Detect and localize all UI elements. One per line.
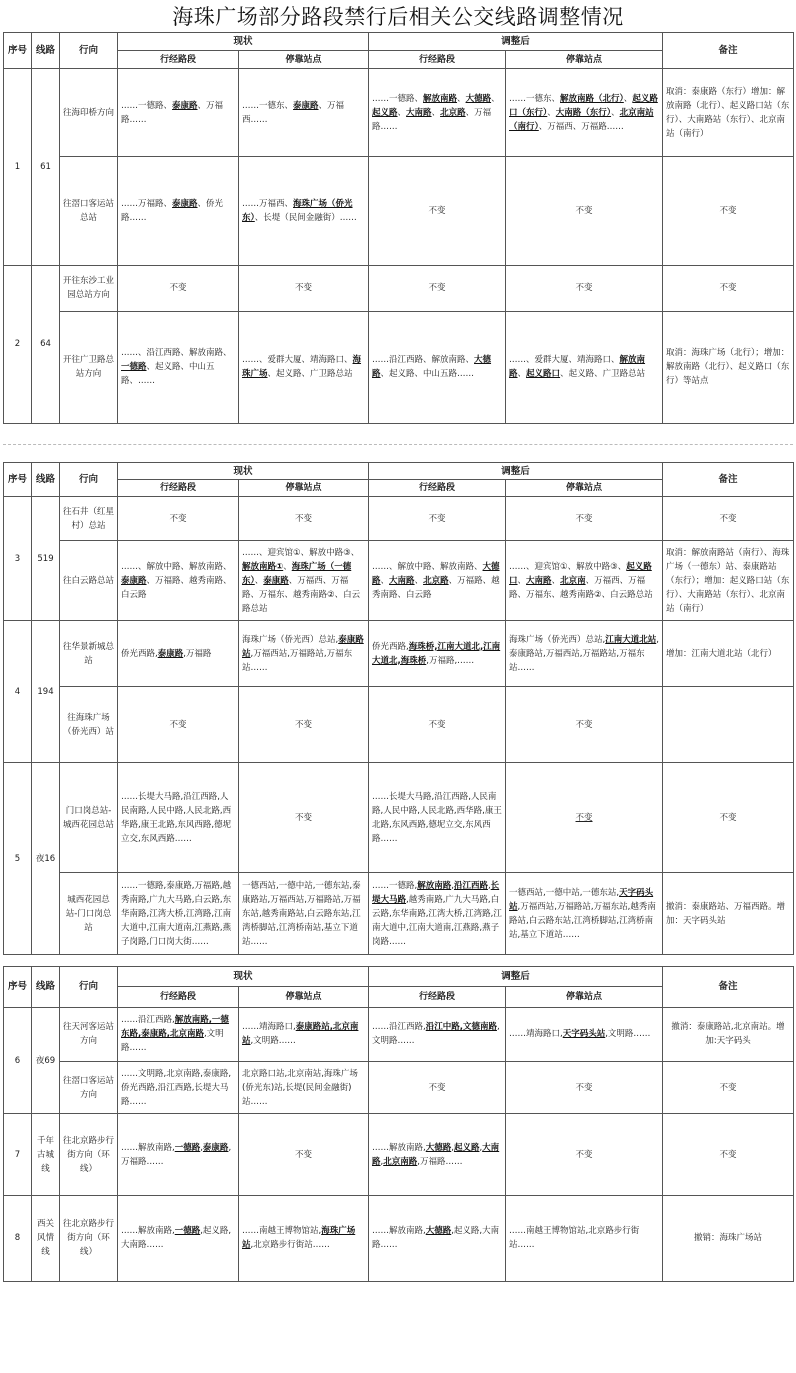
direction-cell: 门口岗总站-城西花园总站 (60, 763, 118, 873)
new-stops-cell (506, 873, 663, 955)
header-line: 线路 (32, 463, 60, 497)
header-current: 现状 (118, 33, 369, 51)
current-stops-cell: 不变 (239, 497, 369, 541)
text-segment: 海珠广场（侨光西）总站, (509, 634, 606, 645)
text-segment: 、万福西、万福路、万福东、越秀南路②、白云路总站 (509, 575, 653, 600)
text-segment: ……南越王博物馆站, (242, 1226, 322, 1237)
text-segment: ,文明路…… (372, 1022, 500, 1047)
text-segment: ……解放南路, (121, 1226, 175, 1237)
text-segment: 、 (623, 93, 633, 104)
changed-segment: 泰康路 (121, 575, 147, 586)
new-stops-cell: 不变 (506, 1114, 663, 1196)
text-segment: 、 (397, 107, 407, 118)
row-line: 519 (32, 497, 60, 621)
changed-segment: 解放南路 (423, 93, 458, 104)
new-route-cell: 不变 (369, 265, 506, 311)
current-stops-cell (239, 541, 369, 621)
direction-cell: 往北京路步行街方向（环线） (60, 1114, 118, 1196)
changed-segment: 沿江西路 (453, 880, 488, 891)
text-segment: ,起义路,大南路…… (121, 1226, 232, 1251)
text-segment: 、起义路、中山五路、…… (121, 362, 215, 387)
changed-segment: 泰康路 (263, 575, 289, 586)
new-stops-cell: 不变 (506, 763, 663, 873)
text-segment: 、 (414, 575, 424, 586)
current-route-cell: 不变 (118, 265, 239, 311)
changed-segment: 起义路口 (509, 561, 652, 586)
current-route-cell: ……一德路,泰康路,万福路,越秀南路,广九大马路,白云路,东华南路,江湾大桥,江湾路,江南大道中,江南大道南,江燕路,燕子岗路,门口岗大街…… (118, 873, 239, 955)
text-segment: 、起义路、广卫路总站 (560, 369, 646, 380)
row-line: 61 (32, 69, 60, 265)
text-segment: 、侨光路…… (121, 198, 224, 223)
text-segment: 、 (517, 369, 527, 380)
new-route-cell (369, 1195, 506, 1281)
remark-cell: 撤消：泰康路站、万福西路。增加：天字码头站 (663, 873, 794, 955)
header-stops: 停靠站点 (239, 51, 369, 69)
changed-segment: 解放南路 (417, 880, 452, 891)
remark-cell: 不变 (663, 1062, 794, 1114)
current-stops-cell: 一德西站,一德中站,一德东站,泰康路站,万福西站,万福路站,万福东站,越秀南路站,白云路东站,江湾桥脚站,江湾桥南站,基立下道站…… (239, 873, 369, 955)
changed-segment: 海珠广场（一德东） (242, 561, 352, 586)
new-route-cell (369, 1114, 506, 1196)
text-segment: 、起义路、中山五路…… (380, 369, 475, 380)
changed-segment: 起义路口（东行） (509, 93, 658, 118)
text-segment: 、万福路…… (121, 100, 224, 125)
current-stops-cell (239, 311, 369, 423)
changed-segment: 泰康路 (157, 648, 184, 659)
text-segment: , (451, 880, 454, 891)
changed-segment: 泰康路站 (242, 634, 364, 659)
changed-segment: 一德路 (121, 362, 147, 373)
current-stops-cell: 不变 (239, 763, 369, 873)
changed-segment: 天字码头站 (562, 1029, 606, 1040)
text-segment: ……一德路, (372, 880, 418, 891)
text-segment: 侨光西路, (372, 641, 409, 652)
text-segment: ……解放南路, (121, 1142, 175, 1153)
new-stops-cell (506, 621, 663, 687)
header-line: 线路 (32, 967, 60, 1008)
changed-segment: 海珠广场 (242, 355, 362, 380)
text-segment: ……解放南路, (372, 1142, 426, 1153)
changed-segment: 大南路 (372, 1142, 500, 1167)
remark-cell: 增加：江南大道北站（北行） (663, 621, 794, 687)
text-segment: 、 (380, 575, 390, 586)
remark-cell (663, 687, 794, 763)
changed-segment: 海珠广场站 (242, 1226, 356, 1251)
header-adjusted: 调整后 (369, 463, 663, 480)
changed-segment: 起义路 (453, 1142, 480, 1153)
changed-segment: 大南路 (389, 575, 415, 586)
new-route-cell: 不变 (369, 157, 506, 265)
text-segment: ……一德东、 (242, 100, 294, 111)
remark-cell: 不变 (663, 497, 794, 541)
direction-cell: 城西花园总站-门口岗总站 (60, 873, 118, 955)
header-remark: 备注 (663, 33, 794, 69)
text-segment: ,万福西站,万福路站,万福东站,越秀南路站,白云路东站,江湾桥脚站,江湾桥南站,基立下道站…… (509, 901, 656, 940)
new-route-cell (369, 873, 506, 955)
header-route: 行经路段 (369, 480, 506, 497)
current-stops-cell (239, 621, 369, 687)
changed-segment: 大南路 (526, 575, 552, 586)
changed-segment: 解放南路（北行） (560, 93, 624, 104)
remark-cell: 撤消：泰康路站,北京南站。增加:天字码头 (663, 1007, 794, 1061)
current-stops-cell: 不变 (239, 687, 369, 763)
text-segment: , (487, 880, 491, 891)
changed-segment: 海珠桥,江南大道北,江南大道北,海珠桥 (372, 641, 501, 666)
text-segment: ……靖海路口, (509, 1029, 563, 1040)
remark-cell: 不变 (663, 1114, 794, 1196)
row-no: 1 (4, 69, 32, 265)
row-no: 3 (4, 497, 32, 621)
text-segment: ,北京路步行街站…… (250, 1240, 330, 1251)
direction-cell: 往海珠广场（侨光西）站 (60, 687, 118, 763)
text-segment: 、 (283, 561, 292, 572)
changed-segment: 泰康路 (172, 198, 198, 209)
new-stops-cell (506, 541, 663, 621)
text-segment: ……、解放中路、解放南路、 (121, 561, 232, 572)
current-route-cell (118, 1114, 239, 1196)
new-route-cell (369, 621, 506, 687)
header-no: 序号 (4, 967, 32, 1008)
text-segment: ,万福西站,万福路站,万福东站…… (242, 648, 353, 673)
current-stops-cell (239, 1007, 369, 1061)
changed-segment: 大德路 (465, 93, 492, 104)
direction-cell: 开往东沙工业园总站方向 (60, 265, 118, 311)
current-route-cell (118, 541, 239, 621)
direction-cell: 往天河客运站方向 (60, 1007, 118, 1061)
changed-segment: 一德路 (174, 1142, 201, 1153)
remark-cell: 不变 (663, 157, 794, 265)
changed-segment: 北京南站（南行） (509, 107, 654, 132)
header-route: 行经路段 (369, 987, 506, 1007)
text-segment: ……沿江西路、解放南路、 (372, 355, 475, 366)
changed-segment: 大德路 (425, 1142, 452, 1153)
text-segment: ,越秀南路,广九大马路,白云路,东华南路,江湾大桥,江湾路,江南大道中,江南大道南,江燕路,燕子岗路…… (372, 894, 502, 947)
changed-segment: 解放南路① (242, 561, 284, 572)
current-route-cell (118, 1007, 239, 1061)
new-route-cell: ……长堤大马路,沿江西路,人民南路,人民中路,人民北路,西华路,康王北路,东风西路,德坭立交,东风西路…… (369, 763, 506, 873)
changed-segment: 一德路 (174, 1226, 201, 1237)
new-stops-cell: 不变 (506, 157, 663, 265)
text-segment: 一德西站,一德中站,一德东站, (509, 887, 620, 898)
new-stops-cell: 不变 (506, 1062, 663, 1114)
changed-segment: 大德路 (372, 561, 500, 586)
changed-segment: 长堤大马路 (372, 880, 500, 905)
row-line: 千年古城线 (32, 1114, 60, 1196)
header-stops: 停靠站点 (506, 480, 663, 497)
row-line: 夜16 (32, 763, 60, 955)
header-route: 行经路段 (118, 51, 239, 69)
changed-segment: 大南路 (406, 107, 432, 118)
current-stops-cell (239, 1195, 369, 1281)
text-segment: ,文明路…… (605, 1029, 651, 1040)
new-stops-cell (506, 69, 663, 157)
current-route-cell: 不变 (118, 687, 239, 763)
changed-segment: 大德路 (425, 1226, 452, 1237)
text-segment: ,文明路…… (250, 1036, 296, 1047)
direction-cell: 往滘口客运站总站 (60, 157, 118, 265)
new-stops-cell (506, 1007, 663, 1061)
text-segment: ,万福路,…… (426, 655, 475, 666)
new-route-cell (369, 1007, 506, 1061)
direction-cell: 往海印桥方向 (60, 69, 118, 157)
remark-cell: 不变 (663, 763, 794, 873)
text-segment: 、 (517, 575, 527, 586)
text-segment: ……沿江西路, (121, 1015, 175, 1026)
text-segment: ……、爱群大厦、靖海路口、 (242, 355, 353, 366)
header-stops: 停靠站点 (506, 987, 663, 1007)
text-segment: 、 (611, 107, 620, 118)
new-route-cell (369, 69, 506, 157)
header-no: 序号 (4, 33, 32, 69)
table-section-1 (3, 32, 794, 424)
text-segment: 、长堤（民间金融街）…… (254, 212, 357, 223)
changed-segment: 大德路 (372, 355, 492, 380)
header-adjusted: 调整后 (369, 967, 663, 987)
changed-segment: 北京路 (423, 575, 449, 586)
header-stops: 停靠站点 (239, 987, 369, 1007)
changed-segment: 泰康路 (172, 100, 198, 111)
direction-cell: 往华景新城总站 (60, 621, 118, 687)
text-segment: 、万福西…… (242, 100, 345, 125)
changed-segment: 起义路 (372, 107, 398, 118)
direction-cell: 往石井（红星村）总站 (60, 497, 118, 541)
direction-cell: 往北京路步行街方向（环线） (60, 1195, 118, 1281)
changed-segment: 江南大道北站 (605, 634, 657, 645)
header-line: 线路 (32, 33, 60, 69)
remark-cell: 不变 (663, 265, 794, 311)
header-remark: 备注 (663, 463, 794, 497)
new-route-cell: 不变 (369, 687, 506, 763)
header-route: 行经路段 (369, 51, 506, 69)
text-segment: ,万福路…… (417, 1156, 463, 1167)
text-segment: 侨光西路, (121, 648, 158, 659)
text-segment: ,起义路,大南路…… (372, 1226, 500, 1251)
header-direction: 行向 (60, 463, 118, 497)
new-stops-cell (506, 311, 663, 423)
table-section-2 (3, 462, 794, 955)
current-route-cell: 不变 (118, 497, 239, 541)
row-line: 64 (32, 265, 60, 423)
page-title: 海珠广场部分路段禁行后相关公交线路调整情况 (172, 5, 624, 29)
text-segment: 、万福路…… (372, 107, 492, 132)
new-route-cell: 不变 (369, 497, 506, 541)
current-stops-cell: 不变 (239, 265, 369, 311)
changed-segment: 沿江中路,文德南路 (425, 1022, 497, 1033)
remark-cell: 撤销：海珠广场站 (663, 1195, 794, 1281)
current-route-cell (118, 1195, 239, 1281)
direction-cell: 往白云路总站 (60, 541, 118, 621)
text-segment: ……一德路、 (121, 100, 173, 111)
text-segment: , (451, 1142, 454, 1153)
changed-segment: 北京南路 (383, 1156, 418, 1167)
text-segment: ……万福路、 (121, 198, 173, 209)
remark-cell: 取消：泰康路（东行）增加：解放南路（北行）、起义路口站（东行）、大南路站（东行）、北京南站（南行） (663, 69, 794, 157)
text-segment: ……解放南路, (372, 1226, 426, 1237)
current-route-cell: ……文明路,北京南路,泰康路,侨光西路,沿江西路,长堤大马路…… (118, 1062, 239, 1114)
text-segment: 、 (254, 575, 264, 586)
text-segment: ……、迎宾馆①、解放中路③、 (509, 561, 627, 572)
current-route-cell (118, 69, 239, 157)
text-segment: ……、爱群大厦、靖海路口、 (509, 355, 620, 366)
header-direction: 行向 (60, 967, 118, 1008)
row-line: 夜69 (32, 1007, 60, 1113)
text-segment: ……万福西、 (242, 198, 294, 209)
text-segment: 、万福西、万福路…… (538, 121, 624, 132)
direction-cell: 往滘口客运站方向 (60, 1062, 118, 1114)
header-direction: 行向 (60, 33, 118, 69)
text-segment: ,万福路…… (121, 1142, 232, 1167)
text-segment: 、万福路、越秀南路、白云路 (121, 575, 232, 600)
text-segment: 海珠广场（侨光西）总站, (242, 634, 339, 645)
row-no: 2 (4, 265, 32, 423)
header-route: 行经路段 (118, 987, 239, 1007)
current-route-cell (118, 621, 239, 687)
remark-cell: 取消：海珠广场（北行）；增加：解放南路（北行）、起义路口（东行）等站点 (663, 311, 794, 423)
text-segment: 、万福路、越秀南路、白云路 (372, 575, 500, 600)
changed-segment: 海珠广场（侨光东） (242, 198, 353, 223)
changed-segment: 大南路（东行） (555, 107, 612, 118)
changed-segment: 解放南路 (509, 355, 646, 380)
row-no: 7 (4, 1114, 32, 1196)
text-segment: ……、迎宾馆①、解放中路③、 (242, 547, 360, 558)
current-route-cell (118, 311, 239, 423)
row-no: 8 (4, 1195, 32, 1281)
text-segment: 、 (431, 107, 441, 118)
text-segment: 、 (547, 107, 556, 118)
text-segment: ……、沿江西路、解放南路、 (121, 348, 232, 359)
new-stops-cell: 不变 (506, 265, 663, 311)
changed-segment: 起义路口 (526, 369, 561, 380)
text-segment: 、万福西、万福路、万福东、越秀南路②、白云路总站 (242, 575, 361, 614)
new-route-cell (369, 541, 506, 621)
text-segment: ……一德东、 (509, 93, 561, 104)
row-line: 194 (32, 621, 60, 763)
changed-segment: 北京南 (560, 575, 586, 586)
changed-segment: 泰康路 (202, 1142, 229, 1153)
changed-segment: 天字码头站 (509, 887, 654, 912)
row-no: 6 (4, 1007, 32, 1113)
current-stops-cell (239, 157, 369, 265)
text-segment: 、起义路、广卫路总站 (267, 369, 353, 380)
changed-segment: 泰康路站,北京南站 (242, 1022, 359, 1047)
new-stops-cell: 不变 (506, 687, 663, 763)
page-break-divider (3, 444, 793, 445)
text-segment: ,文明路…… (121, 1029, 224, 1054)
current-route-cell (118, 157, 239, 265)
text-segment: 、 (457, 93, 466, 104)
text-segment: , (200, 1142, 203, 1153)
text-segment: ,泰康路站,万福西站,万福路站,万福东站…… (509, 634, 659, 673)
current-route-cell: ……长堤大马路,沿江西路,人民南路,人民中路,人民北路,西华路,康王北路,东风西路,德坭立交,东风西路…… (118, 763, 239, 873)
current-stops-cell (239, 69, 369, 157)
changed-segment: 北京路 (440, 107, 466, 118)
text-segment: 、 (491, 93, 500, 104)
row-no: 4 (4, 621, 32, 763)
current-stops-cell: 北京路口站,北京南站,海珠广场(侨光东)站,长堤(民间金融街)站…… (239, 1062, 369, 1114)
changed-segment: 解放南路,一德东路,泰康路,北京南路 (121, 1015, 229, 1040)
new-route-cell (369, 311, 506, 423)
text-segment: ,万福路 (183, 648, 212, 659)
text-segment: ……沿江西路, (372, 1022, 426, 1033)
row-line: 西关风情线 (32, 1195, 60, 1281)
text-segment: , (380, 1156, 384, 1167)
new-route-cell: 不变 (369, 1062, 506, 1114)
current-stops-cell: 不变 (239, 1114, 369, 1196)
table-section-3 (3, 966, 794, 1282)
text-segment: 、 (551, 575, 561, 586)
header-route: 行经路段 (118, 480, 239, 497)
header-remark: 备注 (663, 967, 794, 1008)
new-stops-cell: ……南越王博物馆站,北京路步行街站…… (506, 1195, 663, 1281)
text-segment: ……、解放中路、解放南路、 (372, 561, 483, 572)
header-current: 现状 (118, 463, 369, 480)
text-segment: ……一德路、 (372, 93, 424, 104)
remark-cell: 取消：解放南路站（南行）、海珠广场（一德东）站、泰康路站（东行）；增加：起义路口站（东行）、大南路站（东行）、北京南站（南行） (663, 541, 794, 621)
direction-cell: 开往广卫路总站方向 (60, 311, 118, 423)
row-no: 5 (4, 763, 32, 955)
text-segment: ……靖海路口, (242, 1022, 296, 1033)
header-adjusted: 调整后 (369, 33, 663, 51)
header-no: 序号 (4, 463, 32, 497)
header-current: 现状 (118, 967, 369, 987)
text-segment: , (479, 1142, 483, 1153)
header-stops: 停靠站点 (239, 480, 369, 497)
header-stops: 停靠站点 (506, 51, 663, 69)
changed-segment: 泰康路 (293, 100, 319, 111)
new-stops-cell: 不变 (506, 497, 663, 541)
